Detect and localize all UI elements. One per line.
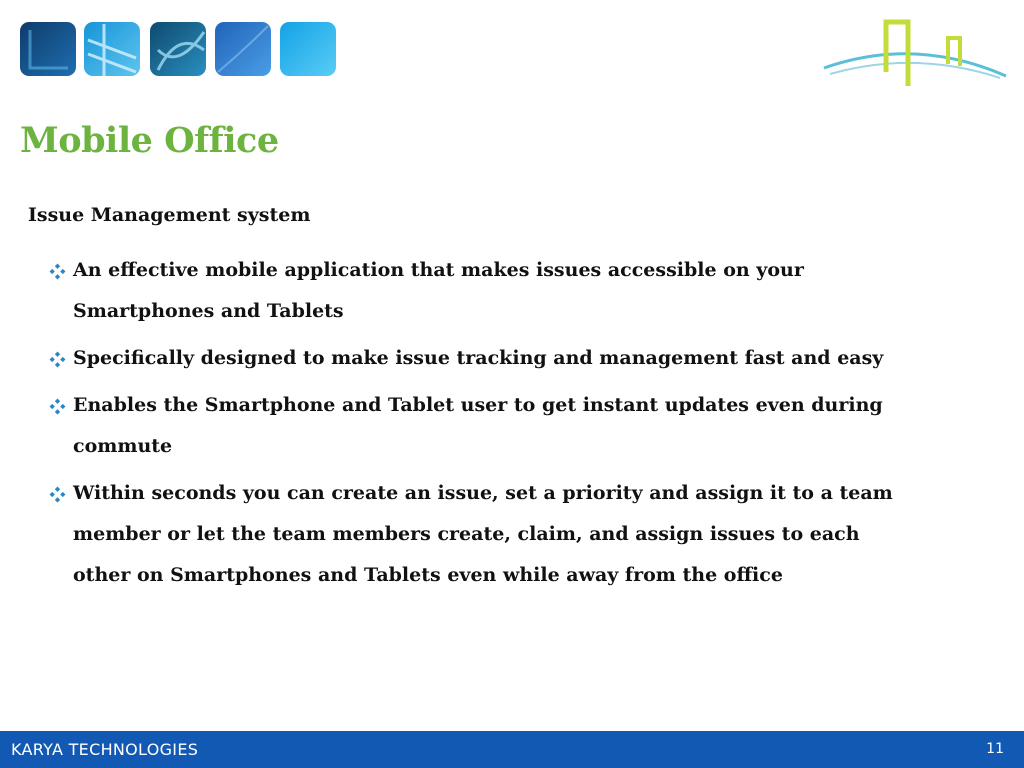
bullet-text: Within seconds you can create an issue, set a priority and assign it to a team member or let the team members create, claim, and assign issues to each other on Smartphones and Tablets even while away from the office <box>73 482 893 586</box>
header-tiles-graphic <box>18 20 338 78</box>
footer-bar <box>0 731 1024 768</box>
bullet-item <box>48 338 918 379</box>
diamond-bullet-icon <box>49 263 66 280</box>
slide-title: Mobile Office <box>20 120 279 161</box>
diamond-bullet-icon <box>49 351 66 368</box>
bullet-item <box>48 385 918 467</box>
bullet-item <box>48 250 918 332</box>
section-subtitle: Issue Management system <box>28 204 311 226</box>
page-number: 11 <box>986 741 1004 757</box>
bullet-text: An effective mobile application that makes issues accessible on your Smartphones and Tablets <box>73 259 804 322</box>
bullet-list <box>48 250 918 602</box>
bullet-text: Specifically designed to make issue tracking and management fast and easy <box>73 347 884 369</box>
bridge-logo <box>820 16 1010 91</box>
diamond-bullet-icon <box>49 398 66 415</box>
footer-brand: KARYA TECHNOLOGIES <box>11 740 199 759</box>
bullet-text: Enables the Smartphone and Tablet user to get instant updates even during commute <box>73 394 883 457</box>
diamond-bullet-icon <box>49 486 66 503</box>
bullet-item <box>48 473 918 596</box>
